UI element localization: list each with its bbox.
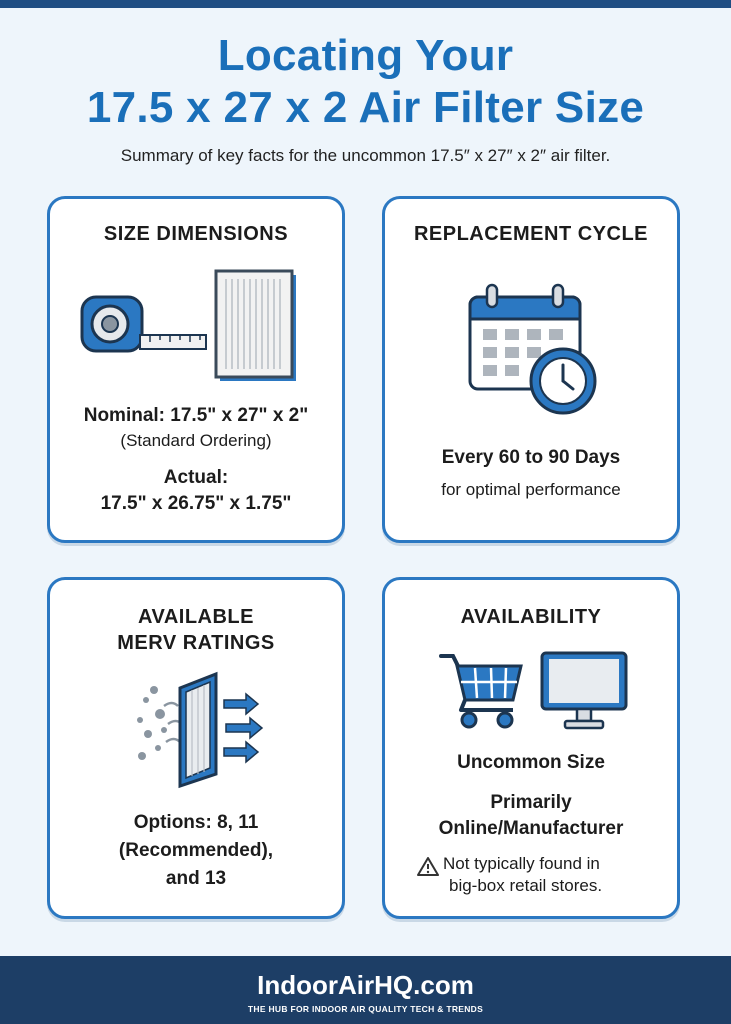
page-title <box>0 30 731 134</box>
footer-tagline: THE HUB FOR INDOOR AIR QUALITY TECH & TRENDS <box>247 1004 484 1014</box>
warning-line-2: big-box retail stores. <box>449 876 603 895</box>
replacement-cycle-card <box>382 196 680 543</box>
card-heading: REPLACEMENT CYCLE <box>413 223 649 245</box>
shopping-cart-icon <box>439 650 525 730</box>
nominal-note: (Standard Ordering) <box>120 431 272 450</box>
actual-size: 17.5" x 26.75" x 1.75" <box>100 493 292 514</box>
availability-card <box>382 577 680 919</box>
actual-label: Actual: <box>163 467 229 488</box>
card-heading-line-1: AVAILABLE <box>138 606 254 628</box>
filter-airflow-icon <box>130 670 270 790</box>
card-heading: AVAILABILITY <box>460 606 602 628</box>
channel-line-1: Primarily <box>490 792 572 813</box>
card-heading-line-2: MERV RATINGS <box>117 632 275 654</box>
replacement-interval: Every 60 to 90 Days <box>441 447 621 468</box>
page-subtitle: Summary of key facts for the uncommon 17.5″ x 27″ x 2″ air filter. <box>120 146 611 165</box>
footer <box>0 956 731 1024</box>
merv-options-line-2: (Recommended), <box>118 840 274 861</box>
warning-icon <box>417 856 439 876</box>
computer-monitor-icon <box>539 650 629 732</box>
title-line-2: 17.5 x 27 x 2 Air Filter Size <box>86 83 645 132</box>
card-heading: SIZE DIMENSIONS <box>103 223 289 245</box>
merv-options-line-1: Options: 8, 11 <box>133 812 259 833</box>
top-accent-bar <box>0 0 731 8</box>
warning-line-1: Not typically found in <box>443 854 600 873</box>
uncommon-size-note: Uncommon Size <box>457 752 605 773</box>
merv-ratings-card <box>47 577 345 919</box>
air-filter-icon <box>214 269 300 385</box>
merv-options-line-3: and 13 <box>165 868 227 889</box>
clock-icon <box>527 345 599 417</box>
replacement-note: for optimal performance <box>441 480 621 499</box>
nominal-size: Nominal: 17.5" x 27" x 2" <box>83 405 309 426</box>
tape-measure-icon <box>80 291 210 361</box>
size-dimensions-card <box>47 196 345 543</box>
title-line-1: Locating Your <box>217 31 514 80</box>
channel-line-2: Online/Manufacturer <box>438 818 624 839</box>
footer-brand[interactable]: IndoorAirHQ.com <box>257 970 474 1000</box>
